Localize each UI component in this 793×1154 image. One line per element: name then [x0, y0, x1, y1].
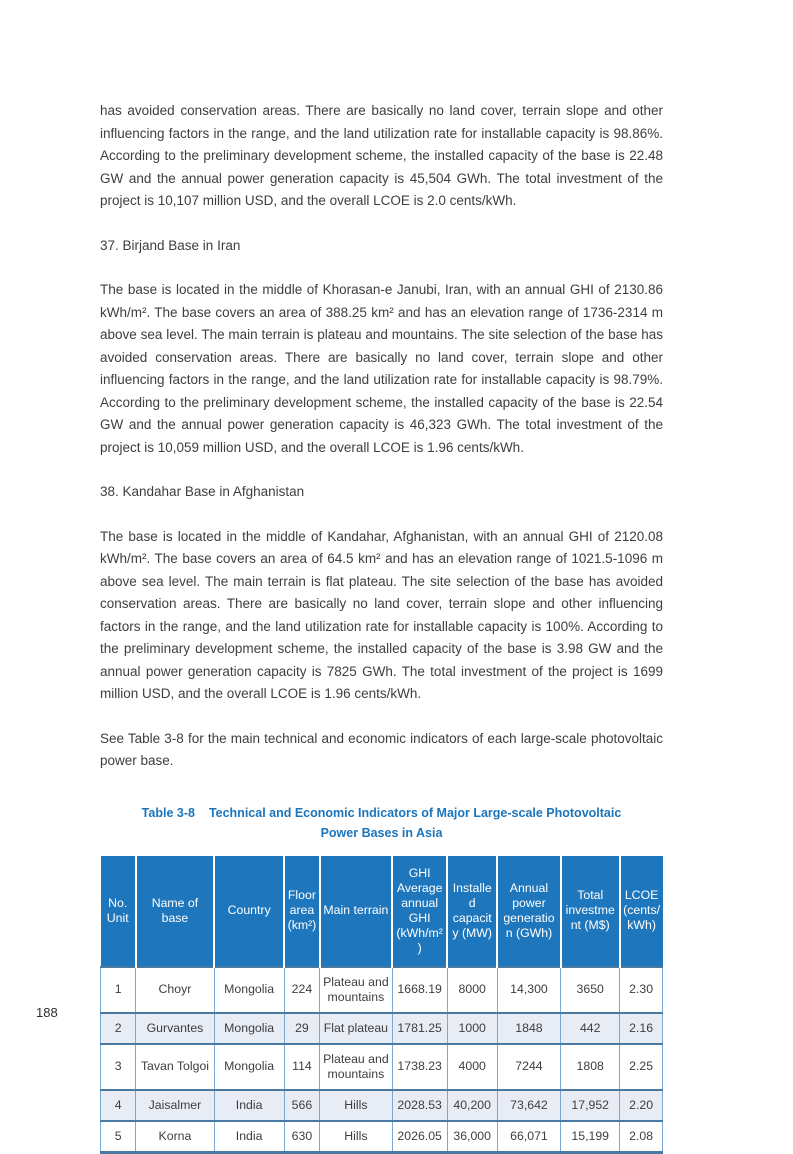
column-header-3: Floor area (km²) [284, 856, 319, 967]
table-cell: India [214, 1121, 284, 1153]
page-content [100, 100, 663, 1154]
table-row [101, 1121, 663, 1153]
column-header-8: Total investment (M$) [561, 856, 620, 967]
column-header-5: GHI Average annual GHI (kWh/m²) [392, 856, 447, 967]
table-cell: 2.08 [620, 1121, 663, 1153]
table-cell: 114 [284, 1044, 319, 1090]
table-cell: 1000 [447, 1013, 497, 1044]
table-cell: 1738.23 [392, 1044, 447, 1090]
table-cell: 1781.25 [392, 1013, 447, 1044]
table-cell: Mongolia [214, 1013, 284, 1044]
table-cell: Hills [320, 1090, 392, 1121]
table-cell: 73,642 [497, 1090, 561, 1121]
table-cell: 2026.05 [392, 1121, 447, 1153]
table-cell: 4000 [447, 1044, 497, 1090]
table-caption-label: Table 3-8 [141, 805, 195, 820]
section-heading-37-birjand: 37. Birjand Base in Iran [100, 237, 241, 253]
paragraph-see-table-3-8: See Table 3-8 for the main technical and economic indicators of each large-scale photovoltaic power base. [100, 730, 663, 768]
paragraph-birjand-base: The base is located in the middle of Khorasan-e Janubi, Iran, with an annual GHI of 2130.86 kWh/m². The base covers an area of 388.25 km² and has an elevation range of 1736-2314 m above sea level. The main terrain is plateau and mountains. The site selection of the base has avoided conservation areas. There are basically no land cover, terrain slope and other influencing factors in the range, and the land utilization rate for installable capacity is 98.79%. According to the preliminary development scheme, the installed capacity of the base is 22.54 GW and the annual power generation capacity is 46,323 GWh. The total investment of the project is 10,059 million USD, and the overall LCOE is 1.96 cents/kWh. [100, 282, 663, 455]
table-cell: 566 [284, 1090, 319, 1121]
table-cell: 1668.19 [392, 967, 447, 1013]
table-cell: 3 [101, 1044, 136, 1090]
table-cell: 5 [101, 1121, 136, 1153]
table-cell: 1 [101, 967, 136, 1013]
table-row [101, 1044, 663, 1090]
column-header-7: Annual power generation (GWh) [497, 856, 561, 967]
table-cell: Mongolia [214, 1044, 284, 1090]
table-cell: Jaisalmer [136, 1090, 214, 1121]
table-cell: 4 [101, 1090, 136, 1121]
table-row [101, 1013, 663, 1044]
table-cell: 630 [284, 1121, 319, 1153]
table-row [101, 1090, 663, 1121]
table-cell: 29 [284, 1013, 319, 1044]
paragraph-kandahar-base: The base is located in the middle of Kandahar, Afghanistan, with an annual GHI of 2120.08 kWh/m². The base covers an area of 64.5 km² and has an elevation range of 1021.5-1096 m above sea level. The main terrain is flat plateau. The site selection of the base has avoided conservation areas. There are basically no land cover, terrain slope and other influencing factors in the range, and the land utilization rate for installable capacity is 100%. According to the preliminary development scheme, the installed capacity of the base is 3.98 GW and the annual power generation capacity is 7825 GWh. The total investment of the project is 1699 million USD, and the overall LCOE is 1.96 cents/kWh. [100, 528, 663, 701]
column-header-0: No. Unit [101, 856, 136, 967]
table-cell: 14,300 [497, 967, 561, 1013]
table-header-row [101, 856, 663, 967]
table-body [101, 967, 663, 1153]
table-cell: 7244 [497, 1044, 561, 1090]
table-cell: 2 [101, 1013, 136, 1044]
table-cell: 40,200 [447, 1090, 497, 1121]
table-cell: 2.20 [620, 1090, 663, 1121]
table-cell: India [214, 1090, 284, 1121]
table-cell: Korna [136, 1121, 214, 1153]
table-caption-text: Technical and Economic Indicators of Major Large-scale Photovoltaic Power Bases in Asia [208, 805, 622, 840]
table-cell: 2.25 [620, 1044, 663, 1090]
column-header-6: Installed capacity (MW) [447, 856, 497, 967]
table-row [101, 967, 663, 1013]
table-cell: 2.30 [620, 967, 663, 1013]
table-cell: 2028.53 [392, 1090, 447, 1121]
table-cell: 1848 [497, 1013, 561, 1044]
table-cell: 15,199 [561, 1121, 620, 1153]
table-cell: Mongolia [214, 967, 284, 1013]
table-cell: Hills [320, 1121, 392, 1153]
section-heading-38-kandahar: 38. Kandahar Base in Afghanistan [100, 484, 305, 499]
table-cell: 2.16 [620, 1013, 663, 1044]
table-cell: 3650 [561, 967, 620, 1013]
table-cell: Plateau and mountains [320, 1044, 392, 1090]
table-caption [138, 803, 625, 843]
table-cell: 17,952 [561, 1090, 620, 1121]
table-cell: Tavan Tolgoi [136, 1044, 214, 1090]
table-cell: 442 [561, 1013, 620, 1044]
paragraph-base-36-continuation: has avoided conservation areas. There are basically no land cover, terrain slope and other influencing factors in the range, and the land utilization rate for installable capacity is 98.86%. According to the preliminary development scheme, the installed capacity of the base is 22.48 GW and the annual power generation capacity is 45,504 GWh. The total investment of the project is 10,107 million USD, and the overall LCOE is 2.0 cents/kWh. [100, 103, 663, 208]
column-header-4: Main terrain [320, 856, 392, 967]
table-cell: 1808 [561, 1044, 620, 1090]
table-cell: Choyr [136, 967, 214, 1013]
table-cell: 8000 [447, 967, 497, 1013]
table-cell: Flat plateau [320, 1013, 392, 1044]
table-cell: 66,071 [497, 1121, 561, 1153]
column-header-9: LCOE (cents/ kWh) [620, 856, 663, 967]
table-header [101, 856, 663, 967]
page-number: 188 [36, 1005, 58, 1020]
table-3-8-indicators [100, 856, 663, 1154]
column-header-2: Country [214, 856, 284, 967]
table-cell: Gurvantes [136, 1013, 214, 1044]
table-cell: 36,000 [447, 1121, 497, 1153]
table-cell: 224 [284, 967, 319, 1013]
column-header-1: Name of base [136, 856, 214, 967]
table-cell: Plateau and mountains [320, 967, 392, 1013]
